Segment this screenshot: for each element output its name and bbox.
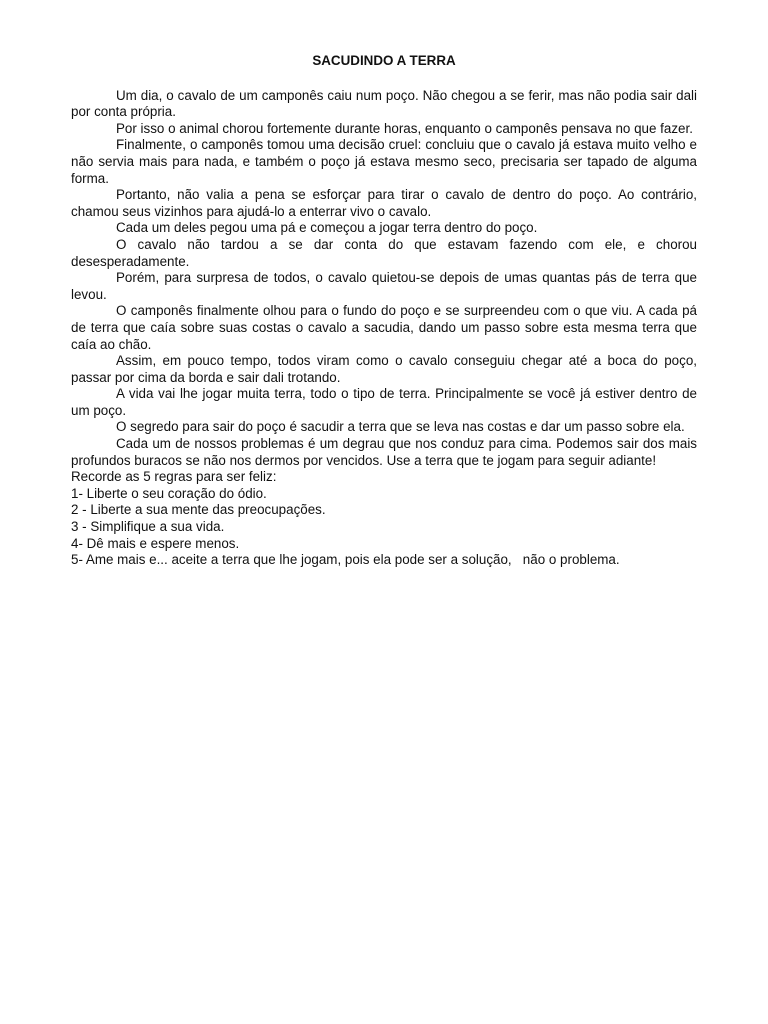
paragraph-6: O cavalo não tardou a se dar conta do que estavam fazendo com ele, e chorou desesperadamente. xyxy=(71,236,697,269)
rule-item-3: 3 - Simplifique a sua vida. xyxy=(71,519,225,535)
paragraph-7: Porém, para surpresa de todos, o cavalo quietou-se depois de umas quantas pás de terra que levou. xyxy=(71,270,697,302)
paragraph-9: Assim, em pouco tempo, todos viram como o cavalo conseguiu chegar até a boca do poço, passar por cima da borda e sair dali trotando. xyxy=(71,353,697,385)
document-title: SACUDINDO A TERRA xyxy=(312,53,456,68)
paragraph-3: Finalmente, o camponês tomou uma decisão cruel: concluiu que o cavalo já estava muito velho e não servia mais para nada, e também o poço já estava mesmo seco, precisaria ser tapado de alguma forma. xyxy=(71,137,697,186)
paragraph-4: Portanto, não valia a pena se esforçar para tirar o cavalo de dentro do poço. Ao contrário, chamou seus vizinhos para ajudá-lo a enterrar vivo o cavalo. xyxy=(71,187,697,219)
rule-item-1: 1- Liberte o seu coração do ódio. xyxy=(71,485,267,501)
rules-intro: Recorde as 5 regras para ser feliz: xyxy=(71,469,277,485)
paragraph-10: A vida vai lhe jogar muita terra, todo o tipo de terra. Principalmente se você já estiver dentro de um poço. xyxy=(71,386,697,418)
paragraph-8: O camponês finalmente olhou para o fundo do poço e se surpreendeu com o que viu. A cada pá de terra que caía sobre suas costas o cavalo a sacudia, dando um passo sobre esta mesma terra que caía ao chão. xyxy=(71,303,697,352)
paragraph-12: Cada um de nossos problemas é um degrau que nos conduz para cima. Podemos sair dos mais profundos buracos se não nos dermos por vencidos. Use a terra que te jogam para seguir adiante! xyxy=(71,436,697,468)
document-page xyxy=(71,53,697,569)
rules-list xyxy=(71,486,697,569)
paragraph-1: Um dia, o cavalo de um camponês caiu num poço. Não chegou a se ferir, mas não podia sair dali por conta própria. xyxy=(71,87,697,120)
paragraph-2: Por isso o animal chorou fortemente durante horas, enquanto o camponês pensava no que fazer. xyxy=(116,120,693,136)
rule-item-4: 4- Dê mais e espere menos. xyxy=(71,535,240,551)
rule-item-5: 5- Ame mais e... aceite a terra que lhe jogam, pois ela pode ser a solução, não o problema. xyxy=(71,552,620,568)
rule-item-2: 2 - Liberte a sua mente das preocupações. xyxy=(71,502,326,518)
paragraph-5: Cada um deles pegou uma pá e começou a jogar terra dentro do poço. xyxy=(116,220,538,236)
paragraph-11: O segredo para sair do poço é sacudir a terra que se leva nas costas e dar um passo sobre ela. xyxy=(116,419,685,435)
